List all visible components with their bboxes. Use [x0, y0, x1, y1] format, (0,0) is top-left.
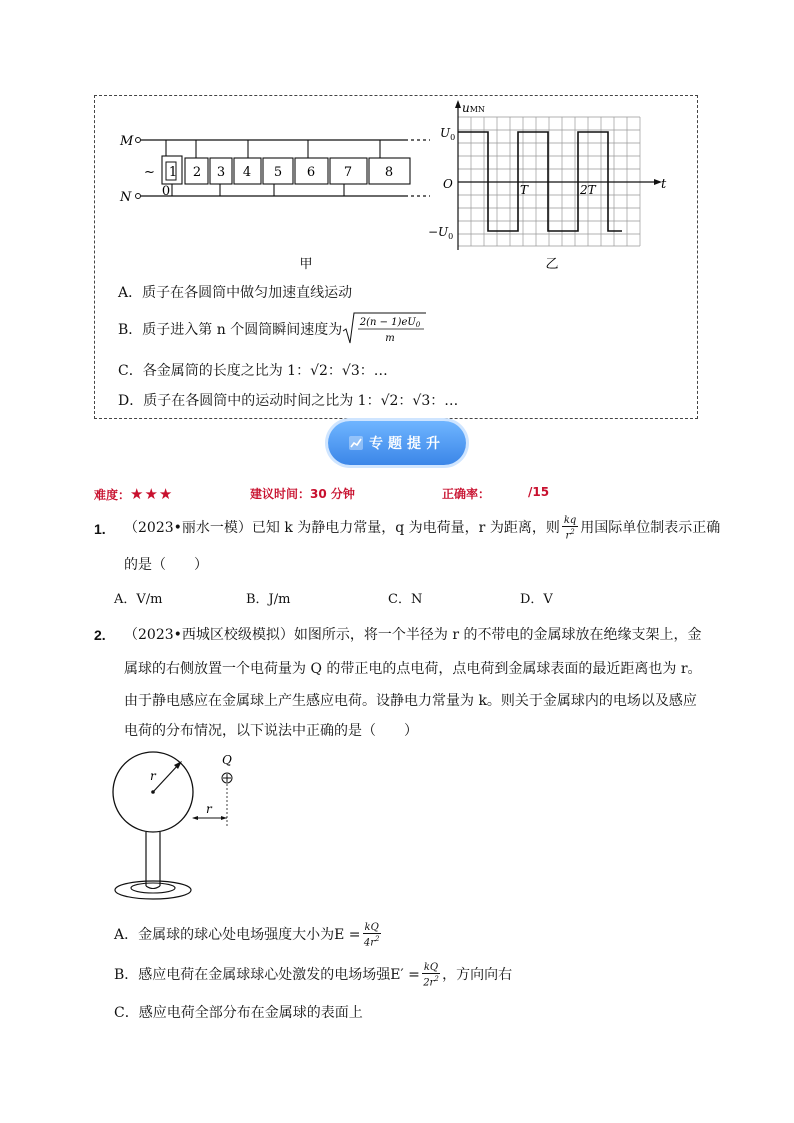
metal-sphere-figure	[106, 750, 256, 905]
accuracy-value: /15	[528, 485, 550, 499]
tilde-label: ~	[144, 165, 155, 180]
tube-label-3: 3	[216, 165, 226, 180]
origin-label: O	[443, 177, 453, 191]
caption-jia: 甲	[299, 257, 313, 272]
m-label: M	[120, 134, 134, 149]
svg-text:m: m	[385, 332, 395, 344]
tube-label-6: 6	[306, 165, 316, 180]
radius-label: r	[150, 769, 156, 783]
q2-option-a-fraction: $\frac{kQ}{4r^2}$	[363, 921, 380, 949]
suggested-time: 建议时间：30 分钟	[250, 487, 355, 501]
q1-choice-d[interactable]: D．V	[520, 592, 553, 607]
q2-option-b-fraction: $\frac{kQ}{2r^2}$	[423, 961, 439, 989]
q2-stem-line3: 由于静电感应在金属球上产生感应电荷。设静电力常量为 k。则关于金属球内的电场以及感应	[124, 693, 697, 709]
tube-label-1: 1	[168, 165, 178, 180]
u0-label: $U_0$	[440, 126, 456, 142]
q1-stem-line1	[124, 512, 720, 544]
svg-text:2(n − 1)eU0: $2(n - 1)eU_0$	[359, 316, 421, 329]
q1-choice-b[interactable]: B．J/m	[246, 592, 291, 607]
q1-number: 1.	[94, 521, 106, 537]
prev-option-c: C．各金属筒的长度之比为 1：√2：√3：…	[118, 363, 388, 379]
q1-text-a: （2023•丽水一模）已知 k 为静电力常量，q 为电荷量，r 为距离，则	[124, 520, 560, 536]
section-tag-label: 专题提升	[369, 436, 445, 452]
q1-stem-line2: 的是（ ）	[124, 557, 208, 573]
tube-label-8: 8	[384, 165, 394, 180]
q1-text-b: 用国际单位制表示正确	[580, 520, 721, 536]
q2-stem-line4: 电荷的分布情况，以下说法中正确的是（ ）	[124, 723, 418, 739]
prev-option-b-text: B．质子进入第 n 个圆筒瞬间速度为	[118, 322, 343, 338]
kq-over-r2-fraction: $\frac{kq}{r^2}$	[563, 514, 577, 542]
q1-choice-c[interactable]: C．N	[388, 592, 423, 607]
q2-option-b-suffix: ，方向向右	[442, 967, 513, 983]
q2-option-a[interactable]	[114, 918, 383, 952]
difficulty	[94, 485, 173, 503]
prev-option-d: D．质子在各圆筒中的运动时间之比为 1：√2：√3：…	[118, 393, 459, 409]
t2-label: 2T	[580, 183, 596, 197]
q2-option-c[interactable]: C．感应电荷全部分布在金属球的表面上	[114, 1005, 363, 1021]
neg-u0-label: $-U_0$	[428, 225, 454, 241]
n-label: N	[120, 190, 132, 205]
q2-option-b-text: B．感应电荷在金属球球心处激发的电场场强E′ =	[114, 967, 420, 983]
q2-number: 2.	[94, 627, 106, 643]
linear-accelerator-figure	[110, 100, 680, 280]
tube-label-4: 4	[242, 165, 252, 180]
q2-option-a-text: A．金属球的球心处电场强度大小为E =	[114, 927, 361, 943]
q2-stem-line1: （2023•西城区校级模拟）如图所示，将一个半径为 r 的不带电的金属球放在绝缘支架上，金	[124, 627, 702, 643]
accuracy-label: 正确率：	[442, 487, 491, 501]
t-label: T	[520, 183, 529, 197]
tube-label-7: 7	[343, 165, 353, 180]
difficulty-stars: ★★★	[130, 485, 174, 503]
x-axis-label: t	[661, 177, 667, 192]
tube-label-2: 2	[192, 165, 202, 180]
tube-label-5: 5	[273, 165, 283, 180]
y-axis-label: $u_{MN}$	[462, 100, 485, 115]
charge-q-label: Q	[222, 753, 232, 767]
section-tag	[328, 421, 466, 465]
chart-trend-icon	[349, 436, 363, 450]
sqrt-expression	[342, 311, 426, 350]
q2-stem-line2: 属球的右侧放置一个电荷量为 Q 的带正电的点电荷，点电荷到金属球表面的最近距离也为 r。	[124, 661, 702, 677]
prev-option-a: A．质子在各圆筒中做匀加速直线运动	[118, 285, 353, 301]
difficulty-label: 难度：	[94, 488, 131, 502]
q2-option-b[interactable]	[114, 958, 512, 992]
distance-label: r	[206, 802, 212, 816]
caption-yi: 乙	[545, 257, 559, 272]
prev-option-b	[118, 312, 426, 348]
q1-choice-a[interactable]: A．V/m	[114, 592, 163, 607]
zero-label: 0	[161, 184, 171, 199]
